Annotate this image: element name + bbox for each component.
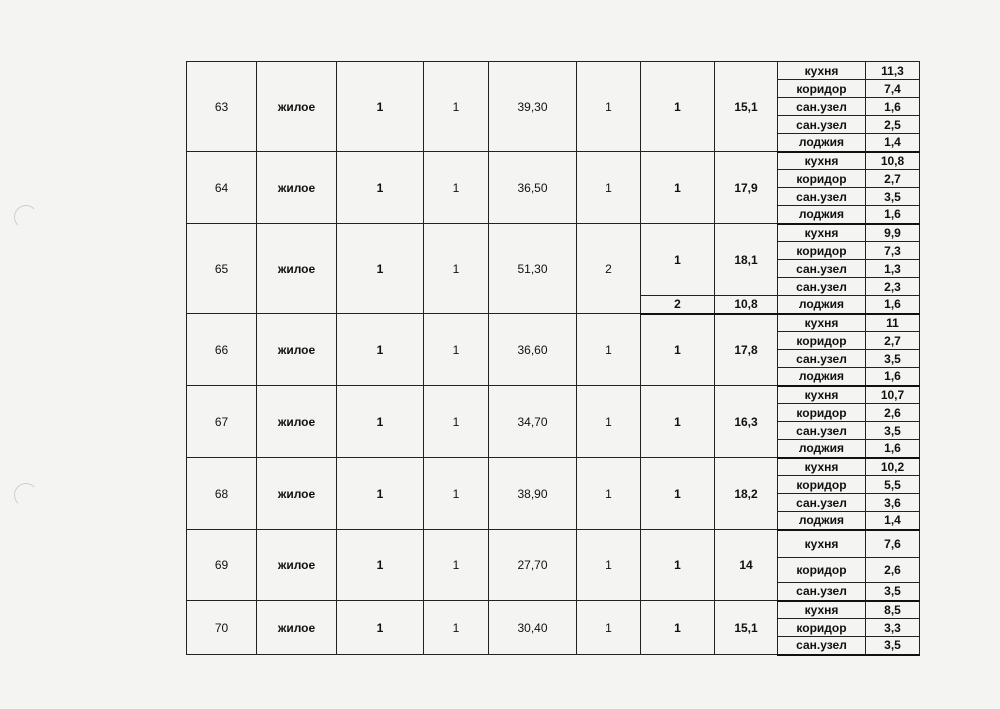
aux-room-area: 3,5 [866,637,920,655]
aux-room-area: 7,3 [866,242,920,260]
aux-room-name: кухня [778,152,866,170]
aux-room-area: 11 [866,314,920,332]
premises-type: жилое [257,386,337,458]
table-row [187,601,920,619]
table-row [187,62,920,80]
living-room-number: 1 [641,386,715,458]
aux-room-name: лоджия [778,368,866,386]
aux-room-name: лоджия [778,296,866,314]
column-4-value: 1 [424,152,489,224]
room-count: 2 [577,224,641,314]
aux-room-name: лоджия [778,512,866,530]
aux-room-name: сан.узел [778,98,866,116]
aux-room-area: 10,7 [866,386,920,404]
aux-room-area: 2,7 [866,332,920,350]
living-room-number: 1 [641,62,715,152]
room-count: 1 [577,458,641,530]
column-3-value: 1 [337,224,424,314]
aux-room-area: 1,4 [866,134,920,152]
aux-room-area: 2,7 [866,170,920,188]
aux-room-area: 2,3 [866,278,920,296]
column-3-value: 1 [337,530,424,601]
table-row [187,458,920,476]
aux-room-name: коридор [778,80,866,98]
premises-type: жилое [257,314,337,386]
premises-type: жилое [257,458,337,530]
living-room-number: 1 [641,458,715,530]
flat-number: 63 [187,62,257,152]
room-count: 1 [577,530,641,601]
living-room-number: 1 [641,601,715,655]
living-room-area: 10,8 [715,296,778,314]
living-room-area: 18,2 [715,458,778,530]
premises-type: жилое [257,601,337,655]
living-room-number: 2 [641,296,715,314]
aux-room-name: кухня [778,458,866,476]
aux-room-area: 1,3 [866,260,920,278]
column-3-value: 1 [337,62,424,152]
aux-room-area: 3,3 [866,619,920,637]
flat-number: 66 [187,314,257,386]
living-room-area: 17,9 [715,152,778,224]
room-count: 1 [577,386,641,458]
total-area: 38,90 [489,458,577,530]
column-4-value: 1 [424,224,489,314]
column-4-value: 1 [424,62,489,152]
aux-room-name: кухня [778,314,866,332]
aux-room-area: 1,6 [866,440,920,458]
aux-room-area: 10,2 [866,458,920,476]
aux-room-area: 3,5 [866,583,920,601]
aux-room-name: коридор [778,476,866,494]
aux-room-name: сан.узел [778,422,866,440]
aux-room-name: коридор [778,619,866,637]
room-count: 1 [577,601,641,655]
flat-number: 70 [187,601,257,655]
aux-room-name: сан.узел [778,350,866,368]
aux-room-area: 2,6 [866,404,920,422]
table-row [187,152,920,170]
aux-room-name: коридор [778,404,866,422]
living-room-number: 1 [641,152,715,224]
apartment-table [186,61,920,656]
premises-type: жилое [257,62,337,152]
aux-room-name: сан.узел [778,583,866,601]
aux-room-name: кухня [778,601,866,619]
aux-room-name: лоджия [778,134,866,152]
flat-number: 67 [187,386,257,458]
aux-room-area: 2,5 [866,116,920,134]
aux-room-area: 3,5 [866,188,920,206]
table-row [187,224,920,242]
aux-room-name: лоджия [778,440,866,458]
aux-room-name: сан.узел [778,637,866,655]
aux-room-area: 1,6 [866,296,920,314]
aux-room-name: кухня [778,224,866,242]
living-room-area: 18,1 [715,224,778,296]
flat-number: 68 [187,458,257,530]
total-area: 36,60 [489,314,577,386]
total-area: 27,70 [489,530,577,601]
aux-room-name: сан.узел [778,116,866,134]
flat-number: 64 [187,152,257,224]
column-3-value: 1 [337,314,424,386]
flat-number: 65 [187,224,257,314]
aux-room-area: 3,5 [866,350,920,368]
column-3-value: 1 [337,601,424,655]
aux-room-name: кухня [778,62,866,80]
aux-room-name: кухня [778,386,866,404]
aux-room-name: коридор [778,170,866,188]
aux-room-area: 2,6 [866,558,920,583]
room-count: 1 [577,62,641,152]
aux-room-area: 1,4 [866,512,920,530]
living-room-area: 17,8 [715,314,778,386]
aux-room-area: 10,8 [866,152,920,170]
living-room-area: 15,1 [715,601,778,655]
column-4-value: 1 [424,601,489,655]
aux-room-area: 1,6 [866,368,920,386]
aux-room-name: сан.узел [778,278,866,296]
aux-room-area: 11,3 [866,62,920,80]
total-area: 39,30 [489,62,577,152]
column-4-value: 1 [424,530,489,601]
living-room-number: 1 [641,314,715,386]
column-3-value: 1 [337,458,424,530]
total-area: 36,50 [489,152,577,224]
aux-room-name: сан.узел [778,494,866,512]
living-room-number: 1 [641,530,715,601]
aux-room-area: 7,6 [866,530,920,558]
living-room-number: 1 [641,224,715,296]
aux-room-area: 1,6 [866,98,920,116]
premises-type: жилое [257,152,337,224]
total-area: 30,40 [489,601,577,655]
column-4-value: 1 [424,458,489,530]
aux-room-area: 9,9 [866,224,920,242]
living-room-area: 15,1 [715,62,778,152]
table-row [187,386,920,404]
total-area: 51,30 [489,224,577,314]
aux-room-area: 5,5 [866,476,920,494]
flat-number: 69 [187,530,257,601]
column-4-value: 1 [424,386,489,458]
table-row [187,314,920,332]
room-count: 1 [577,152,641,224]
aux-room-area: 7,4 [866,80,920,98]
column-3-value: 1 [337,386,424,458]
punch-hole-bottom [14,483,38,507]
aux-room-area: 3,6 [866,494,920,512]
living-room-area: 16,3 [715,386,778,458]
aux-room-name: коридор [778,242,866,260]
column-4-value: 1 [424,314,489,386]
table-row [187,530,920,558]
premises-type: жилое [257,530,337,601]
aux-room-name: сан.узел [778,260,866,278]
aux-room-area: 8,5 [866,601,920,619]
aux-room-name: сан.узел [778,188,866,206]
column-3-value: 1 [337,152,424,224]
aux-room-name: лоджия [778,206,866,224]
total-area: 34,70 [489,386,577,458]
aux-room-name: кухня [778,530,866,558]
aux-room-name: коридор [778,558,866,583]
premises-type: жилое [257,224,337,314]
living-room-area: 14 [715,530,778,601]
aux-room-area: 3,5 [866,422,920,440]
room-count: 1 [577,314,641,386]
aux-room-name: коридор [778,332,866,350]
punch-hole-top [14,205,38,229]
aux-room-area: 1,6 [866,206,920,224]
